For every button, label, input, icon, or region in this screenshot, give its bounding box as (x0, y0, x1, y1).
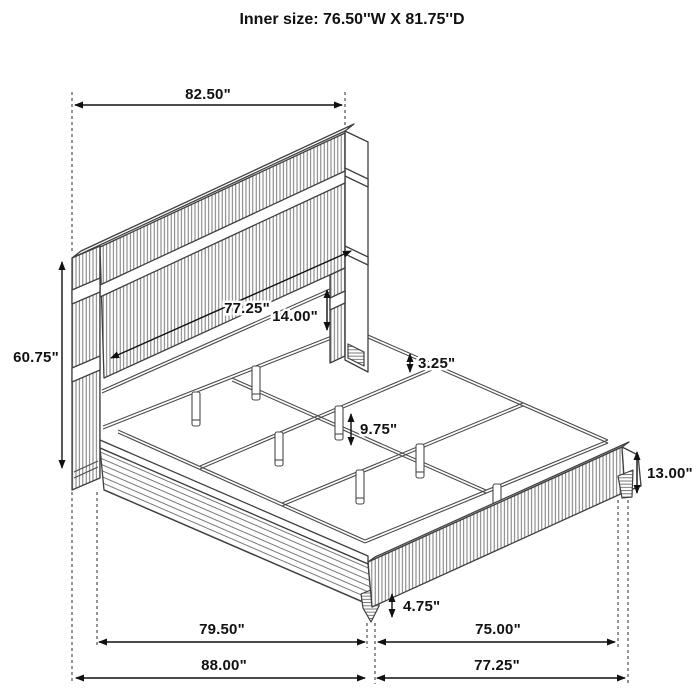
dim-footboard-inner-width-label: 75.00" (475, 621, 521, 638)
footboard-face (368, 447, 625, 607)
headboard-panel (100, 133, 345, 378)
dim-rail-gap-label: 3.25" (418, 355, 456, 372)
headboard (72, 124, 368, 490)
dim-slat-leg-height-label: 9.75" (360, 421, 398, 438)
dim-headboard-clearance-label: 14.00" (272, 308, 318, 325)
dim-foot-height-label: 4.75" (403, 598, 441, 615)
dim-footboard-height-label: 13.00" (647, 465, 693, 482)
side-rail-body (100, 448, 372, 606)
support-leg (192, 366, 501, 518)
headboard-right-post (330, 268, 345, 363)
dim-overall-width-label: 82.50" (185, 86, 231, 103)
dim-inner-depth-label: 79.50" (199, 621, 245, 638)
dim-headboard-inner-width-label: 77.25" (224, 300, 270, 317)
dim-headboard-height-label: 60.75" (13, 349, 59, 366)
dim-overall-depth-label: 88.00" (201, 657, 247, 674)
dim-footboard-width-label: 77.25" (474, 657, 520, 674)
inner-size-title: Inner size: 76.50''W X 81.75''D (239, 11, 465, 28)
